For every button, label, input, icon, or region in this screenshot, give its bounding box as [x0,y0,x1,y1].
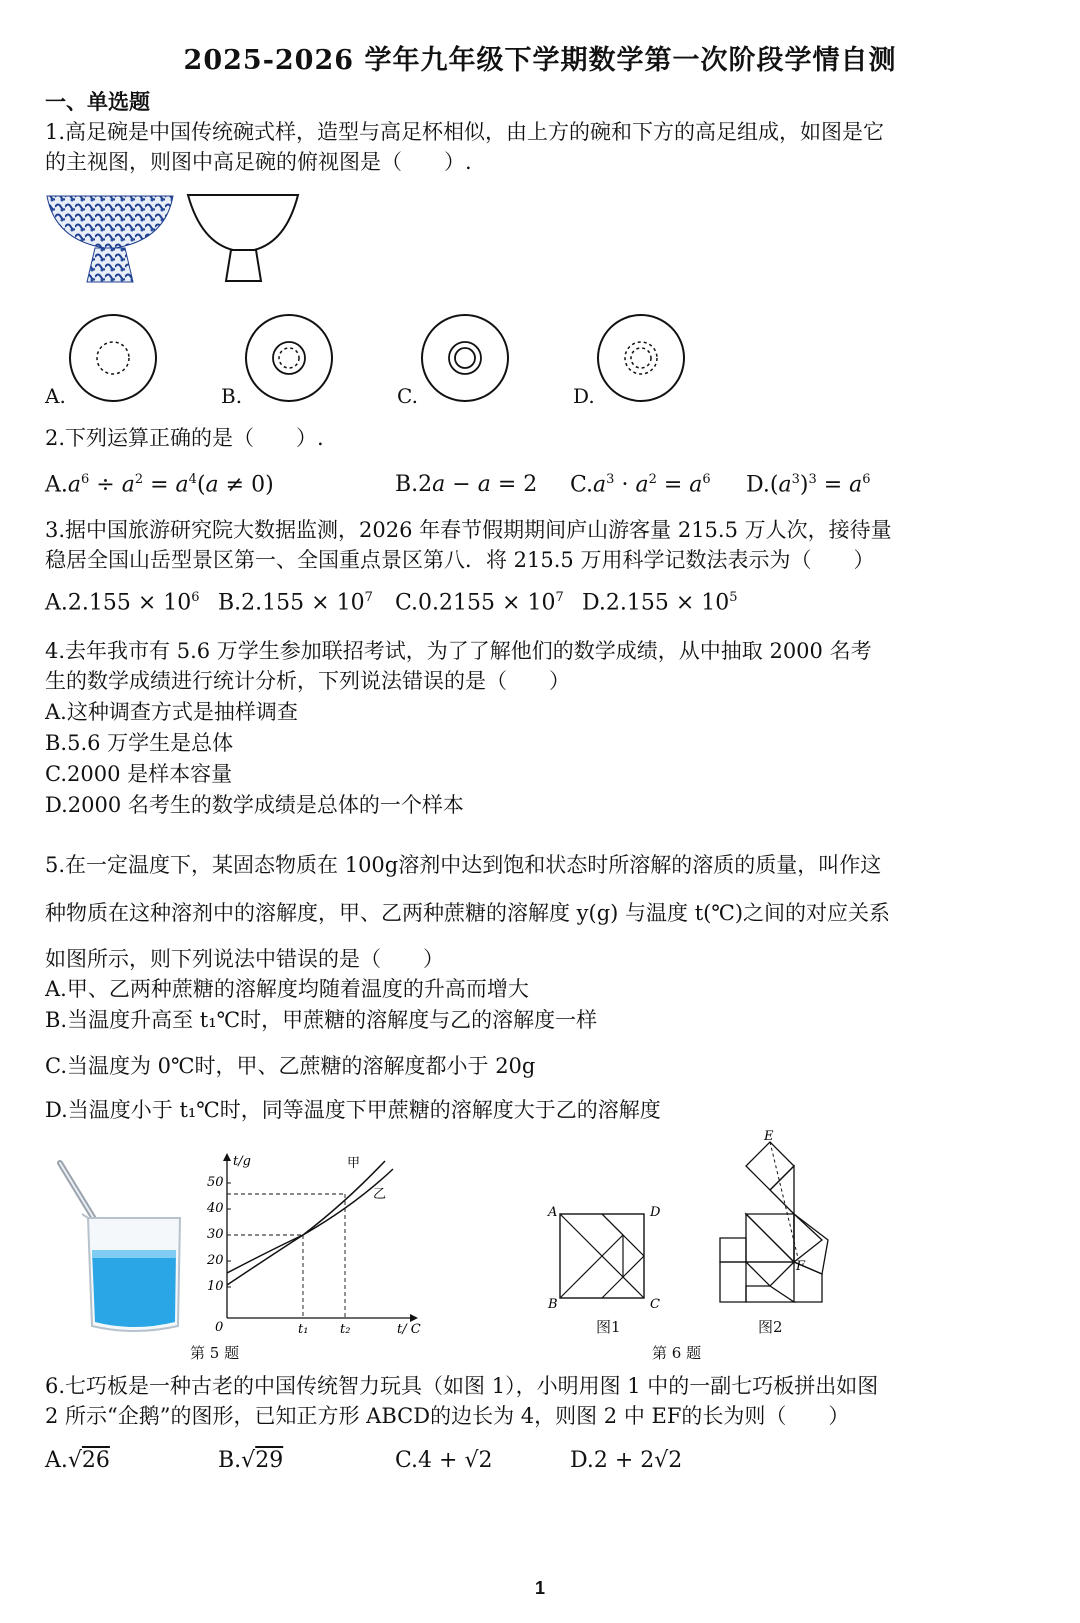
point-a: A [548,1205,558,1220]
q3-option-a-base: 2.155 × 10 [67,590,192,616]
t1-label: t₁ [298,1322,309,1337]
q3-option-a [45,590,200,615]
q4-option-c: C.2000 是样本容量 [45,762,233,786]
q5-option-c: C.当温度为 0℃时，甲、乙蔗糖的溶解度都小于 20g [45,1054,536,1078]
q3-option-b [218,590,373,615]
ytick-10: 10 [207,1279,224,1294]
q4-stem-line2: 生的数学成绩进行统计分析，下列说法错误的是（ ） [45,669,570,693]
page-number: 1 [534,1578,545,1598]
q1-option-b-label: B. [221,384,243,408]
page-title: 2025-2026 学年九年级下学期数学第一次阶段学情自测 [183,45,897,76]
q3-option-a-label: A. [45,590,68,616]
section-heading: 一、单选题 [45,89,150,114]
q2-option-c-label: C. [570,472,594,498]
tangram-figure-2-penguin [710,1128,840,1306]
q3-option-c [395,590,564,615]
q1-option-a-label: A. [45,384,66,408]
q5-stem-line2: 种物质在这种溶剂中的溶解度，甲、乙两种蔗糖的溶解度 y(g) 与温度 t(℃)之间的对应关系 [45,901,891,925]
jia-label: 甲 [347,1156,361,1171]
q4-stem-line1: 4.去年我市有 5.6 万学生参加联招考试，为了了解他们的数学成绩，从中抽取 2000 名考 [45,639,872,663]
q1-option-d-label: D. [573,384,595,408]
q2-option-a-label: A. [45,472,68,498]
q1-stem-line1: 1.高足碗是中国传统碗式样，造型与高足杯相似，由上方的碗和下方的高足组成，如图是它 [45,120,885,144]
ytick-40: 40 [207,1201,224,1216]
q6-option-a-value: 26 [81,1448,110,1473]
yi-label: 乙 [373,1187,387,1202]
q5-option-b: B.当温度升高至 t₁℃时，甲蔗糖的溶解度与乙的溶解度一样 [45,1008,598,1032]
q3-stem-line1: 3.据中国旅游研究院大数据监测，2026 年春节假期期间庐山游客量 215.5 万人次，接待量 [45,518,892,542]
q6-option-a: A.√26 [45,1448,110,1473]
q6-option-b: B.√29 [218,1448,284,1473]
ytick-20: 20 [207,1253,224,1268]
beaker-image [52,1158,192,1338]
q3-option-c-label: C. [395,590,419,616]
q5-option-a: A.甲、乙两种蔗糖的溶解度均随着温度的升高而增大 [45,977,529,1001]
option-d-top-view [596,313,686,403]
origin-label: 0 [215,1320,224,1335]
q6-caption: 第 6 题 [652,1344,702,1362]
q5-caption: 第 5 题 [190,1344,240,1362]
bowl-front-view [186,192,301,284]
q5-option-d: D.当温度小于 t₁℃时，同等温度下甲蔗糖的溶解度大于乙的溶解度 [45,1098,661,1122]
option-a-top-view [68,313,158,403]
y-axis-label: t/g [233,1154,251,1169]
bowl-photo [45,192,175,287]
q2-option-b-label: B. [395,472,419,497]
point-c: C [650,1297,660,1312]
q6-option-c [395,1448,492,1473]
q6-option-b-label: B. [218,1448,242,1473]
ytick-50: 50 [207,1175,224,1190]
q6-option-d-label: D. [570,1448,594,1473]
tangram-figure-1 [540,1200,675,1320]
solubility-graph [205,1153,425,1338]
q3-option-d-label: D. [582,590,606,616]
figure-2-caption: 图2 [758,1318,783,1336]
q6-option-b-value: 29 [255,1448,284,1473]
q6-option-a-label: A. [45,1448,68,1473]
q6-option-d-value: 2 + 2√2 [593,1448,683,1473]
q5-stem-line3: 如图所示，则下列说法中错误的是（ ） [45,947,444,971]
q3-option-c-exp: 7 [555,590,564,605]
figure-1-caption: 图1 [596,1318,621,1336]
q3-option-b-label: B. [218,590,242,616]
q3-option-b-exp: 7 [364,590,373,605]
t2-label: t₂ [340,1322,351,1337]
q3-option-d-exp: 5 [729,590,738,605]
q4-option-d: D.2000 名考生的数学成绩是总体的一个样本 [45,793,464,817]
q6-option-c-label: C. [395,1448,419,1473]
q2-option-d-label: D. [746,472,770,498]
ytick-30: 30 [207,1227,224,1242]
q3-stem-line2: 稳居全国山岳型景区第一、全国重点景区第八．将 215.5 万用科学记数法表示为（ ） [45,548,875,572]
q1-stem-line2: 的主视图，则图中高足碗的俯视图是（ ）. [45,150,472,174]
q3-option-a-exp: 6 [191,590,200,605]
q5-stem-line1: 5.在一定温度下，某固态物质在 100g溶剂中达到饱和状态时所溶解的溶质的质量，叫作这 [45,853,882,877]
q3-option-c-base: 0.2155 × 10 [418,590,556,616]
option-b-top-view [244,313,334,403]
x-axis-label: t/ C [397,1322,421,1337]
point-e: E [764,1129,774,1144]
q2-option-c: $C.a^3 \cdot a^2 = a^6$ [570,472,711,498]
q6-option-d [570,1448,682,1473]
q6-option-c-value: 4 + √2 [418,1448,493,1473]
q3-option-d-base: 2.155 × 10 [605,590,730,616]
option-c-top-view [420,313,510,403]
point-f: F [796,1259,806,1274]
q2-option-b: B.2a − a = 2 [395,472,538,497]
q6-stem-line2: 2 所示“企鹅”的图形，已知正方形 ABCD的边长为 4，则图 2 中 EF的长为则（ ） [45,1404,850,1428]
q3-option-d [582,590,738,615]
q1-option-c-label: C. [397,384,418,408]
point-b: B [548,1297,558,1312]
q4-option-a: A.这种调查方式是抽样调查 [45,700,298,724]
q2-option-a: $A.a^6 \div a^2 = a^4(a \ne 0)$ [45,472,274,498]
q2-stem: 2.下列运算正确的是（ ）. [45,426,324,450]
q4-option-b: B.5.6 万学生是总体 [45,731,234,755]
q2-option-d: $D.(a^3)^3 = a^6$ [746,472,871,498]
point-d: D [650,1205,661,1220]
q6-stem-line1: 6.七巧板是一种古老的中国传统智力玩具（如图 1），小明用图 1 中的一副七巧板拼出如图 [45,1374,879,1398]
q3-option-b-base: 2.155 × 10 [241,590,365,616]
